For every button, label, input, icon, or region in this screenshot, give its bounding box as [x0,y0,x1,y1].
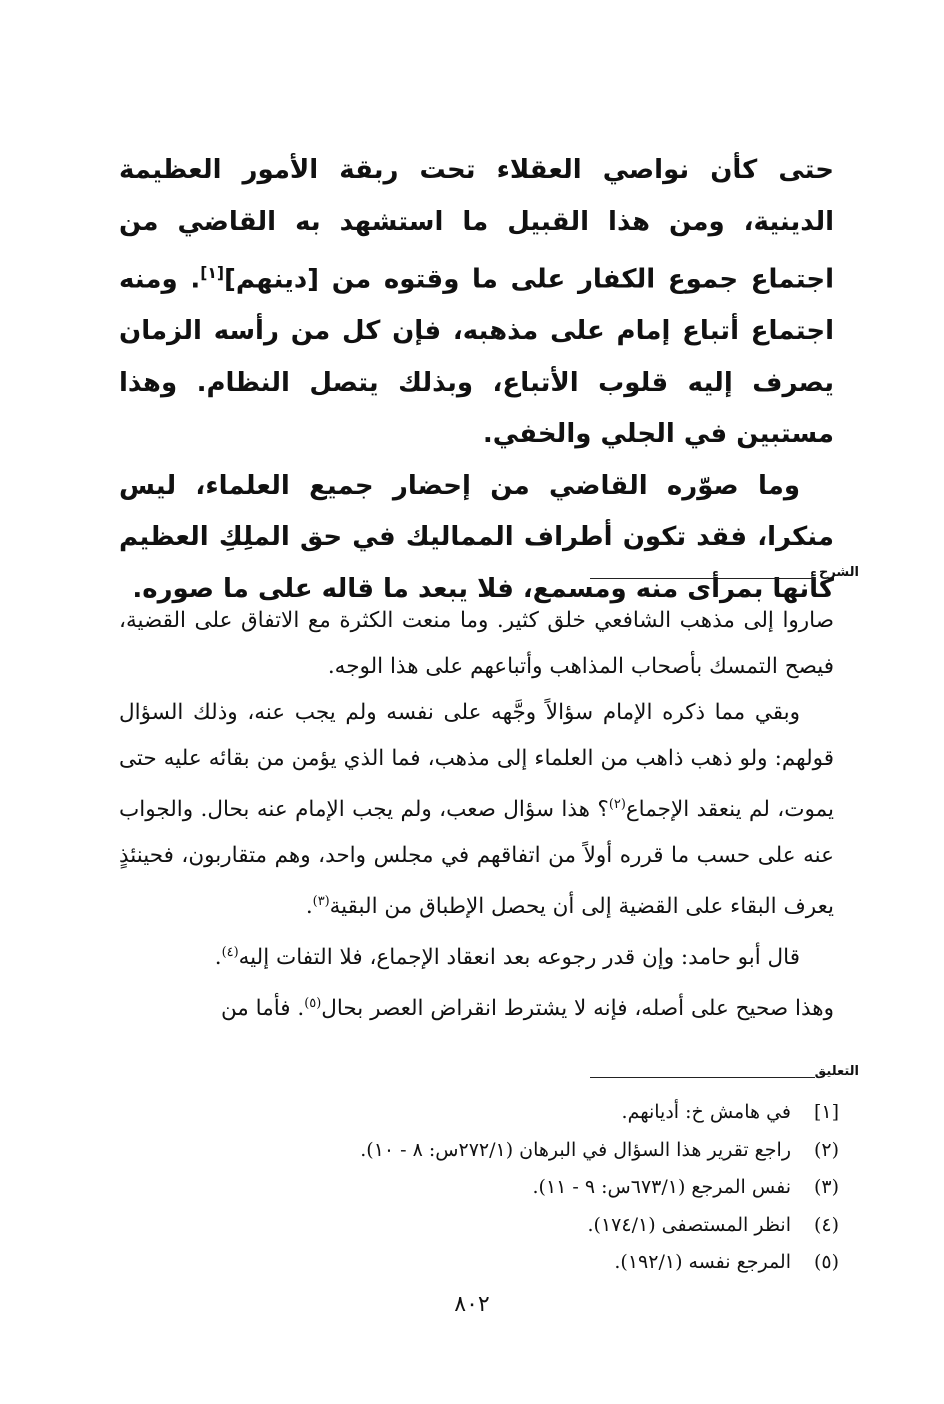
footnote-ref-4[interactable]: (٤) [221,945,239,961]
footnote-ref-2[interactable]: (٢) [608,797,626,812]
footnote-text: انظر المستصفى (١٧٤/١). [587,1213,791,1236]
taliq-rule [590,1077,815,1078]
taliq-label: التعليق [814,1064,859,1079]
footnote-text: في هامش خ: أديانهم. [621,1101,791,1123]
footnote-item [119,1244,839,1282]
footnote-number: (٤) [813,1213,839,1236]
footnote-ref-5[interactable]: (٥) [304,996,322,1012]
footnote-ref-1[interactable]: [١] [200,264,225,282]
footnote-item [119,1207,839,1245]
commentary-text [119,598,834,1033]
footnote-number: (٥) [813,1251,839,1273]
footnote-number: (٢) [813,1138,839,1161]
footnote-number: (٣) [813,1176,839,1198]
sharh-rule [590,578,815,579]
footnote-item [119,1132,839,1170]
commentary-paragraph-2: وبقي مما ذكره الإمام سؤالاً وجَّهه على نفسه ولم يجب عنه، وذلك السؤال قولهم: ولو ذهب ذاهب من العلماء إلى مذهب، فما الذي يؤمن من بقائه عليه حتى يموت، لم ينعقد الإجماع$^{(٢)}$؟ هذا سؤال صعب، ولم يجب الإمام عنه بحال. والجواب عنه على حسب ما قرره أولاً من اتفاقهم في مجلس واحد، وهم متقاربون، فحينئذٍ يعرف البقاء على القضية إلى أن يحصل الإطباق من البقية$^{(٣)}$. [119,700,835,920]
sharh-label: الشرح [818,565,859,580]
main-paragraph-1: حتى كأن نواصي العقلاء تحت ربقة الأمور العظيمة الدينية، ومن هذا القبيل ما استشهد به القاضي من اجتماع جموع الكفار على ما وقتوه من [دينهم][١]. ومنه اجتماع أتباع إمام على مذهبه، فإن كل من رأسه الزمان يصرف إليه قلوب الأتباع، وبذلك يتصل النظام. وهذا مستبين في الجلي والخفي. [119,155,834,450]
main-text [119,145,834,615]
footnotes [119,1094,839,1282]
footnote-item [119,1169,839,1207]
footnote-ref-3[interactable]: (٣) [312,894,330,910]
footnote-text: المرجع نفسه (١٩٢/١). [614,1251,791,1273]
commentary-paragraph-3: قال أبو حامد: وإن قدر رجوعه بعد انعقاد الإجماع، فلا التفات إليه$^{(٤)}$. [214,945,800,971]
taliq-divider [114,1065,859,1083]
footnote-text: راجع تقرير هذا السؤال في البرهان (٢٧٢/١س: ٨ - ١٠). [360,1138,791,1161]
main-paragraph-2: وما صوّره القاضي من إحضار جميع العلماء، ليس منكرا، فقد تكون أطراف المماليك في حق الملِكِ العظيم كأنها بمرأى منه ومسمع، فلا يبعد ما قاله على ما صوره. [119,470,834,604]
commentary-paragraph-1: صاروا إلى مذهب الشافعي خلق كثير. وما منعت الكثرة مع الاتفاق على القضية، فيصح التمسك بأصحاب المذاهب وأتباعهم على هذا الوجه. [119,608,834,679]
commentary-paragraph-4: وهذا صحيح على أصله، فإنه لا يشترط انقراض العصر بحال$^{(٥)}$. فأما من [220,996,834,1022]
footnote-item [119,1094,839,1132]
page-number: ٨٠٢ [454,1292,490,1317]
footnote-number: [١] [813,1101,839,1123]
sharh-divider [114,566,859,584]
footnote-text: نفس المرجع (٦٧٣/١س: ٩ - ١١). [532,1176,791,1198]
